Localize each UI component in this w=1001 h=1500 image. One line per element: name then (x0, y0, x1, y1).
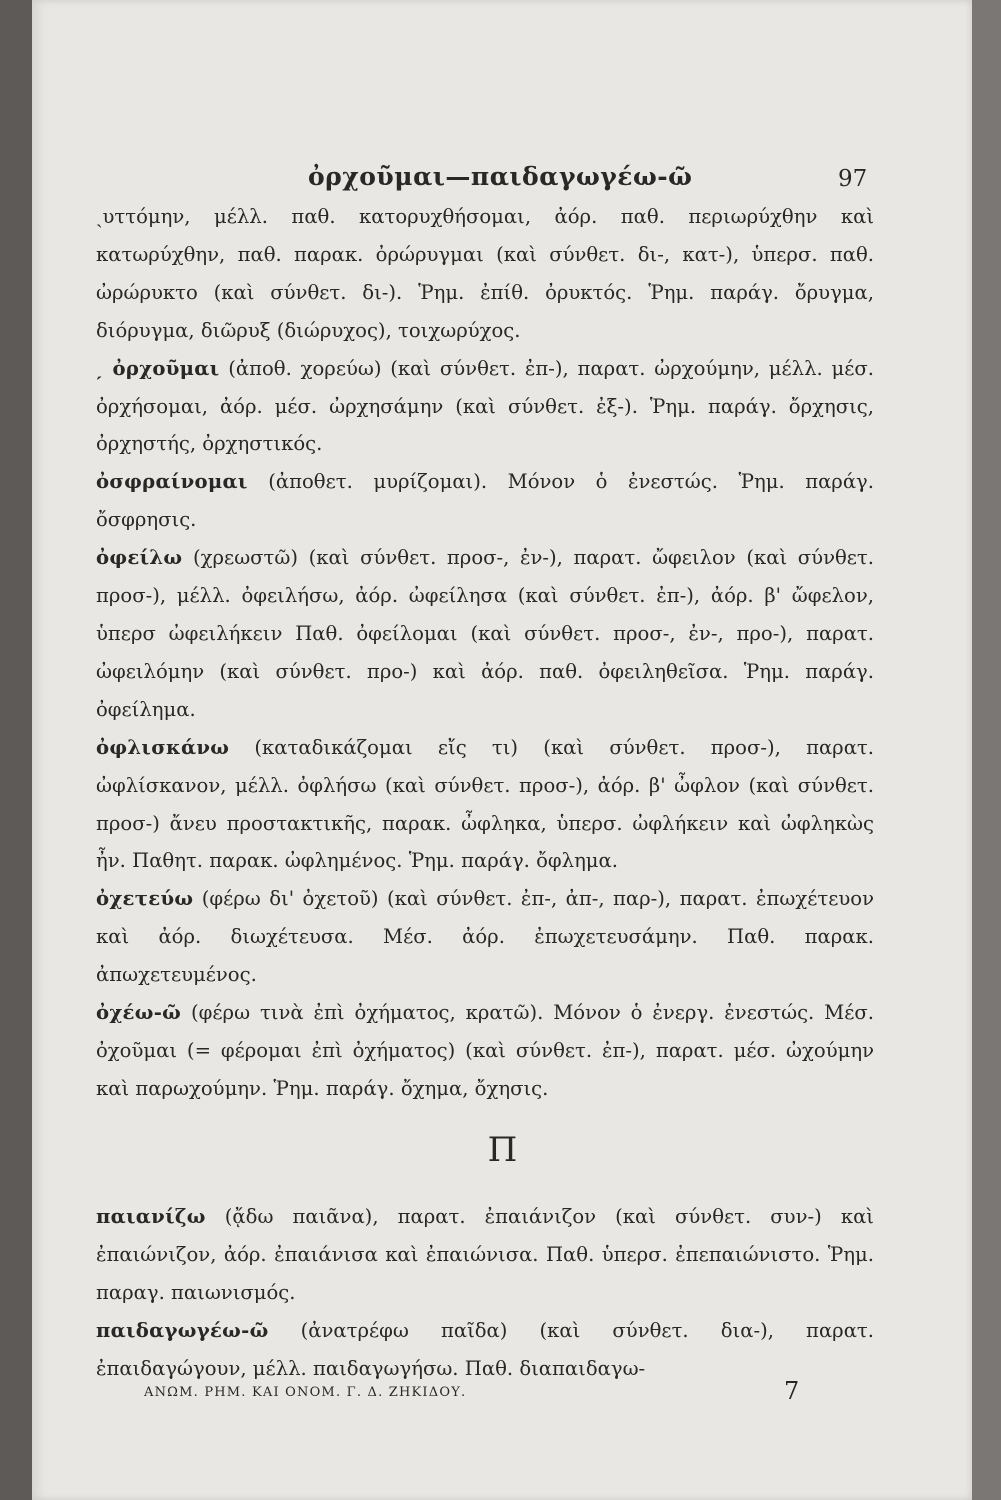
entry-text: (καταδικάζομαι εἴς τι) (καὶ σύνθετ. προσ-), παρατ. ὠφλίσκανον, μέλλ. ὀφλήσω (καὶ σύνθετ. προσ-), ἀόρ. β' ὦφλον (καὶ σύνθετ. προσ-) ἄνευ προστακτικῆς, παρακ. ὦφληκα, ὑπερσ. ὠφλήκειν καὶ ὠφληκὼς ἦν. Παθητ. παρακ. ὠφλημένος. Ῥημ. παράγ. ὄφλημα. (96, 735, 874, 873)
entry-headword: ὀσφραίνομαι (96, 470, 248, 494)
entries-block (96, 198, 874, 1108)
book-page (32, 0, 972, 1500)
signature-mark: 7 (784, 1377, 800, 1405)
book-gutter (0, 0, 32, 1500)
entry (96, 1198, 874, 1312)
entry-text: (ᾄδω παιᾶνα), παρατ. ἐπαιάνιζον (καὶ σύνθετ. συν-) καὶ ἐπαιώνιζον, ἀόρ. ἐπαιάνισα καὶ ἐπαιώνισα. Παθ. ὑπερσ. ἐπεπαιώνιστο. Ῥημ. παραγ. παιωνισμός. (96, 1205, 874, 1304)
entry-text: (φέρω τινὰ ἐπὶ ὀχήματος, κρατῶ). Μόνον ὁ ἐνεργ. ἐνεστώς. Μέσ. ὀχοῦμαι (= φέρομαι ἐπὶ ὀχήματος) (καὶ σύνθετ. ἐπ-), παρατ. μέσ. ὠχούμην καὶ παρωχούμην. Ῥημ. παράγ. ὄχημα, ὄχησις. (96, 1001, 874, 1100)
entry-text: ˏυττόμην, μέλλ. παθ. κατορυχθήσομαι, ἀόρ. παθ. περιωρύχθην καὶ κατωρύχθην, παθ. παρακ. ὀρώρυγμαι (καὶ σύνθετ. δι-, κατ-), ὑπερσ. παθ. ὠρώρυκτο (καὶ σύνθετ. δι-). Ῥημ. ἐπίθ. ὀρυκτός. Ῥημ. παράγ. ὄρυγμα, διόρυγμα, διῶρυξ (διώρυχος), τοιχωρύχος. (96, 205, 874, 342)
entry-text: (χρεωστῶ) (καὶ σύνθετ. προσ-, ἐν-), παρατ. ὤφειλον (καὶ σύνθετ. προσ-), μέλλ. ὀφειλήσω, ἀόρ. ὠφείλησα (καὶ σύνθετ. ἐπ-), ἀόρ. β' ὤφελον, ὑπερσ ὠφειλήκειν Παθ. ὀφείλομαι (καὶ σύνθετ. προσ-, ἐν-, προ-), παρατ. ὠφειλόμην (καὶ σύνθετ. προ-) καὶ ἀόρ. παθ. ὀφειληθεῖσα. Ῥημ. παράγ. ὀφείλημα. (96, 546, 874, 721)
entry (96, 539, 874, 729)
page-edge (972, 0, 1001, 1500)
entry (96, 1312, 874, 1388)
signature-text: ΑΝΩΜ. ΡΗΜ. ΚΑΙ ΟΝΟΜ. Γ. Δ. ΖΗΚΙΔΟΥ. (144, 1385, 467, 1400)
entry-text: (ἀποθετ. μυρίζομαι). Μόνον ὁ ἐνεστώς. Ῥημ. παράγ. ὄσφρησις. (96, 470, 874, 532)
entry-headword: ὀχέω-ῶ (96, 1001, 182, 1025)
entry-text: (ἀποθ. χορεύω) (καὶ σύνθετ. ἐπ-), παρατ. ὠρχούμην, μέλλ. μέσ. ὀρχήσομαι, ἀόρ. μέσ. ὠρχησάμην (καὶ σύνθετ. ἐξ-). Ῥημ. παράγ. ὄρχησις, ὀρχηστής, ὀρχηστικός. (96, 356, 874, 456)
section-heading: Π (487, 1130, 517, 1170)
entries-block-2 (96, 1198, 874, 1388)
entry-headword: ˏ ὀρχοῦμαι (96, 356, 220, 380)
entry-headword: ὀφλισκάνω (96, 735, 230, 759)
entry (96, 350, 874, 464)
entry-headword: παιανίζω (96, 1205, 206, 1228)
entry (96, 729, 874, 881)
entry-text: (φέρω δι' ὀχετοῦ) (καὶ σύνθετ. ἐπ-, ἀπ-, παρ-), παρατ. ἐπωχέτευον καὶ ἀόρ. διωχέτευσα. Μέσ. ἀόρ. ἐπωχετευσάμην. Παθ. παρακ. ἀπωχετευμένος. (96, 887, 874, 987)
running-title: ὀρχοῦμαι—παιδαγωγέω-ῶ (308, 162, 693, 191)
entry-continuation (96, 198, 874, 350)
entry-headword: ὀχετεύω (96, 887, 194, 911)
entry-text: (ἀνατρέφω παῖδα) (καὶ σύνθετ. δια-), παρατ. ἐπαιδαγώγουν, μέλλ. παιδαγωγήσω. Παθ. διαπαιδαγω- (96, 1318, 874, 1380)
running-header (278, 162, 898, 202)
signature-line (144, 1377, 864, 1415)
page-number: 97 (838, 166, 868, 192)
entry-headword: ὀφείλω (96, 546, 183, 570)
entry (96, 880, 874, 994)
entry (96, 994, 874, 1108)
entry (96, 463, 874, 539)
entry-headword: παιδαγωγέω-ῶ (96, 1318, 269, 1342)
